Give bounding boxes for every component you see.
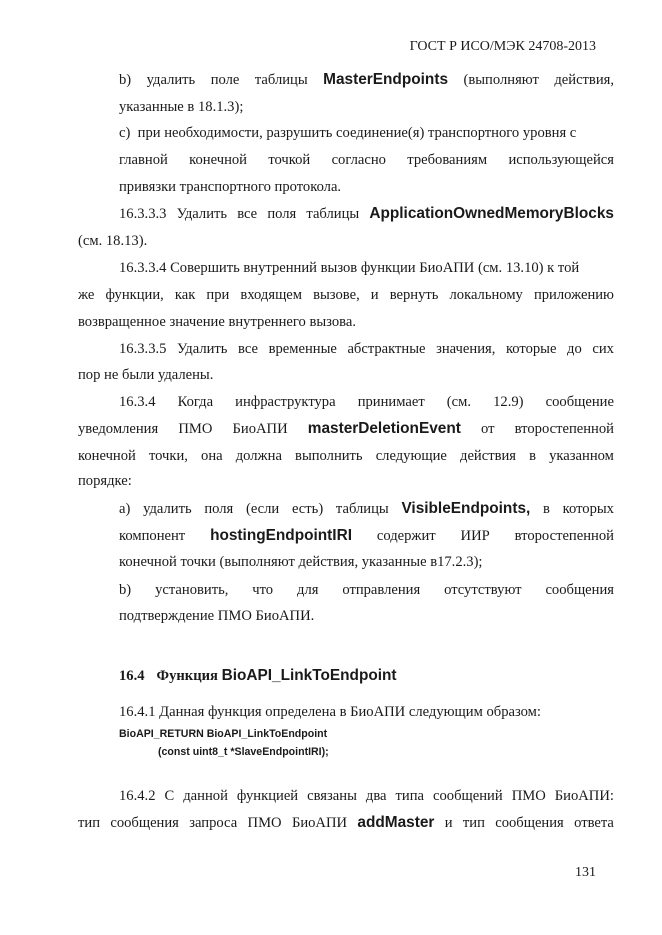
standard-header: ГОСТ Р ИСО/МЭК 24708-2013 [409,39,596,54]
item-c-line1: c) при необходимости, разрушить соединение(я) транспортного уровня с [119,125,577,141]
para-1634-line2: уведомления ПМО БиоАПИ masterDeletionEvent от второстепенной [78,420,614,437]
code-signature-line2: (const uint8_t *SlaveEndpointIRI); [158,746,329,758]
para-16334-line1: 16.3.3.4 Совершить внутренний вызов функции БиоАПИ (см. 13.10) к той [119,260,580,276]
code-term: MasterEndpoints [323,71,449,88]
page-number: 131 [575,865,596,880]
para-1642-line2: тип сообщения запроса ПМО БиоАПИ addMaster и тип сообщения ответа [78,814,614,831]
item-a-line3: конечной точки (выполняют действия, указанные в17.2.3); [119,554,483,570]
para-16333-line2: (см. 18.13). [78,233,148,249]
code-term: BioAPI_LinkToEndpoint [221,667,397,684]
code-term: masterDeletionEvent [307,420,461,437]
item-a-line1: а) удалить поля (если есть) таблицы VisibleEndpoints, в которых [119,500,614,517]
para-16333-line1: 16.3.3.3 Удалить все поля таблицы ApplicationOwnedMemoryBlocks [119,205,614,222]
code-term: ApplicationOwnedMemoryBlocks [369,205,614,222]
item-a-line2: компонент hostingEndpointIRI содержит ИИР второстепенной [119,527,614,544]
item-b2-line1: b) установить, что для отправления отсутствуют сообщения [119,582,614,598]
para-16335-line2: пор не были удалены. [78,367,214,383]
code-signature-line1: BioAPI_RETURN BioAPI_LinkToEndpoint [119,728,328,740]
code-term: hostingEndpointIRI [210,527,352,544]
item-c-line2: главной конечной точкой согласно требованиям использующейся [119,152,614,168]
code-term: VisibleEndpoints, [401,500,531,517]
para-16334-line3: возвращенное значение внутреннего вызова. [78,314,356,330]
item-c-line3: привязки транспортного протокола. [119,179,342,195]
item-b1-line2: указанные в 18.1.3); [119,99,244,115]
section-heading: 16.4 Функция BioAPI_LinkToEndpoint [119,667,397,684]
para-1634-line3: конечной точки, она должна выполнить следующие действия в указанном [78,448,614,464]
para-1642-line1: 16.4.2 С данной функцией связаны два типа сообщений ПМО БиоАПИ: [119,788,614,804]
para-1634-line1: 16.3.4 Когда инфраструктура принимает (см. 12.9) сообщение [119,394,614,410]
para-1634-line4: порядке: [78,473,132,489]
item-b1-line1: b) удалить поле таблицы MasterEndpoints (выполняют действия, [119,71,614,88]
code-term: addMaster [357,814,435,831]
para-16335-line1: 16.3.3.5 Удалить все временные абстрактные значения, которые до сих [119,341,614,357]
para-16334-line2: же функции, как при входящем вызове, и вернуть локальному приложению [78,287,614,303]
para-1641-line1: 16.4.1 Данная функция определена в БиоАПИ следующим образом: [119,704,541,720]
item-b2-line2: подтверждение ПМО БиоАПИ. [119,608,315,624]
